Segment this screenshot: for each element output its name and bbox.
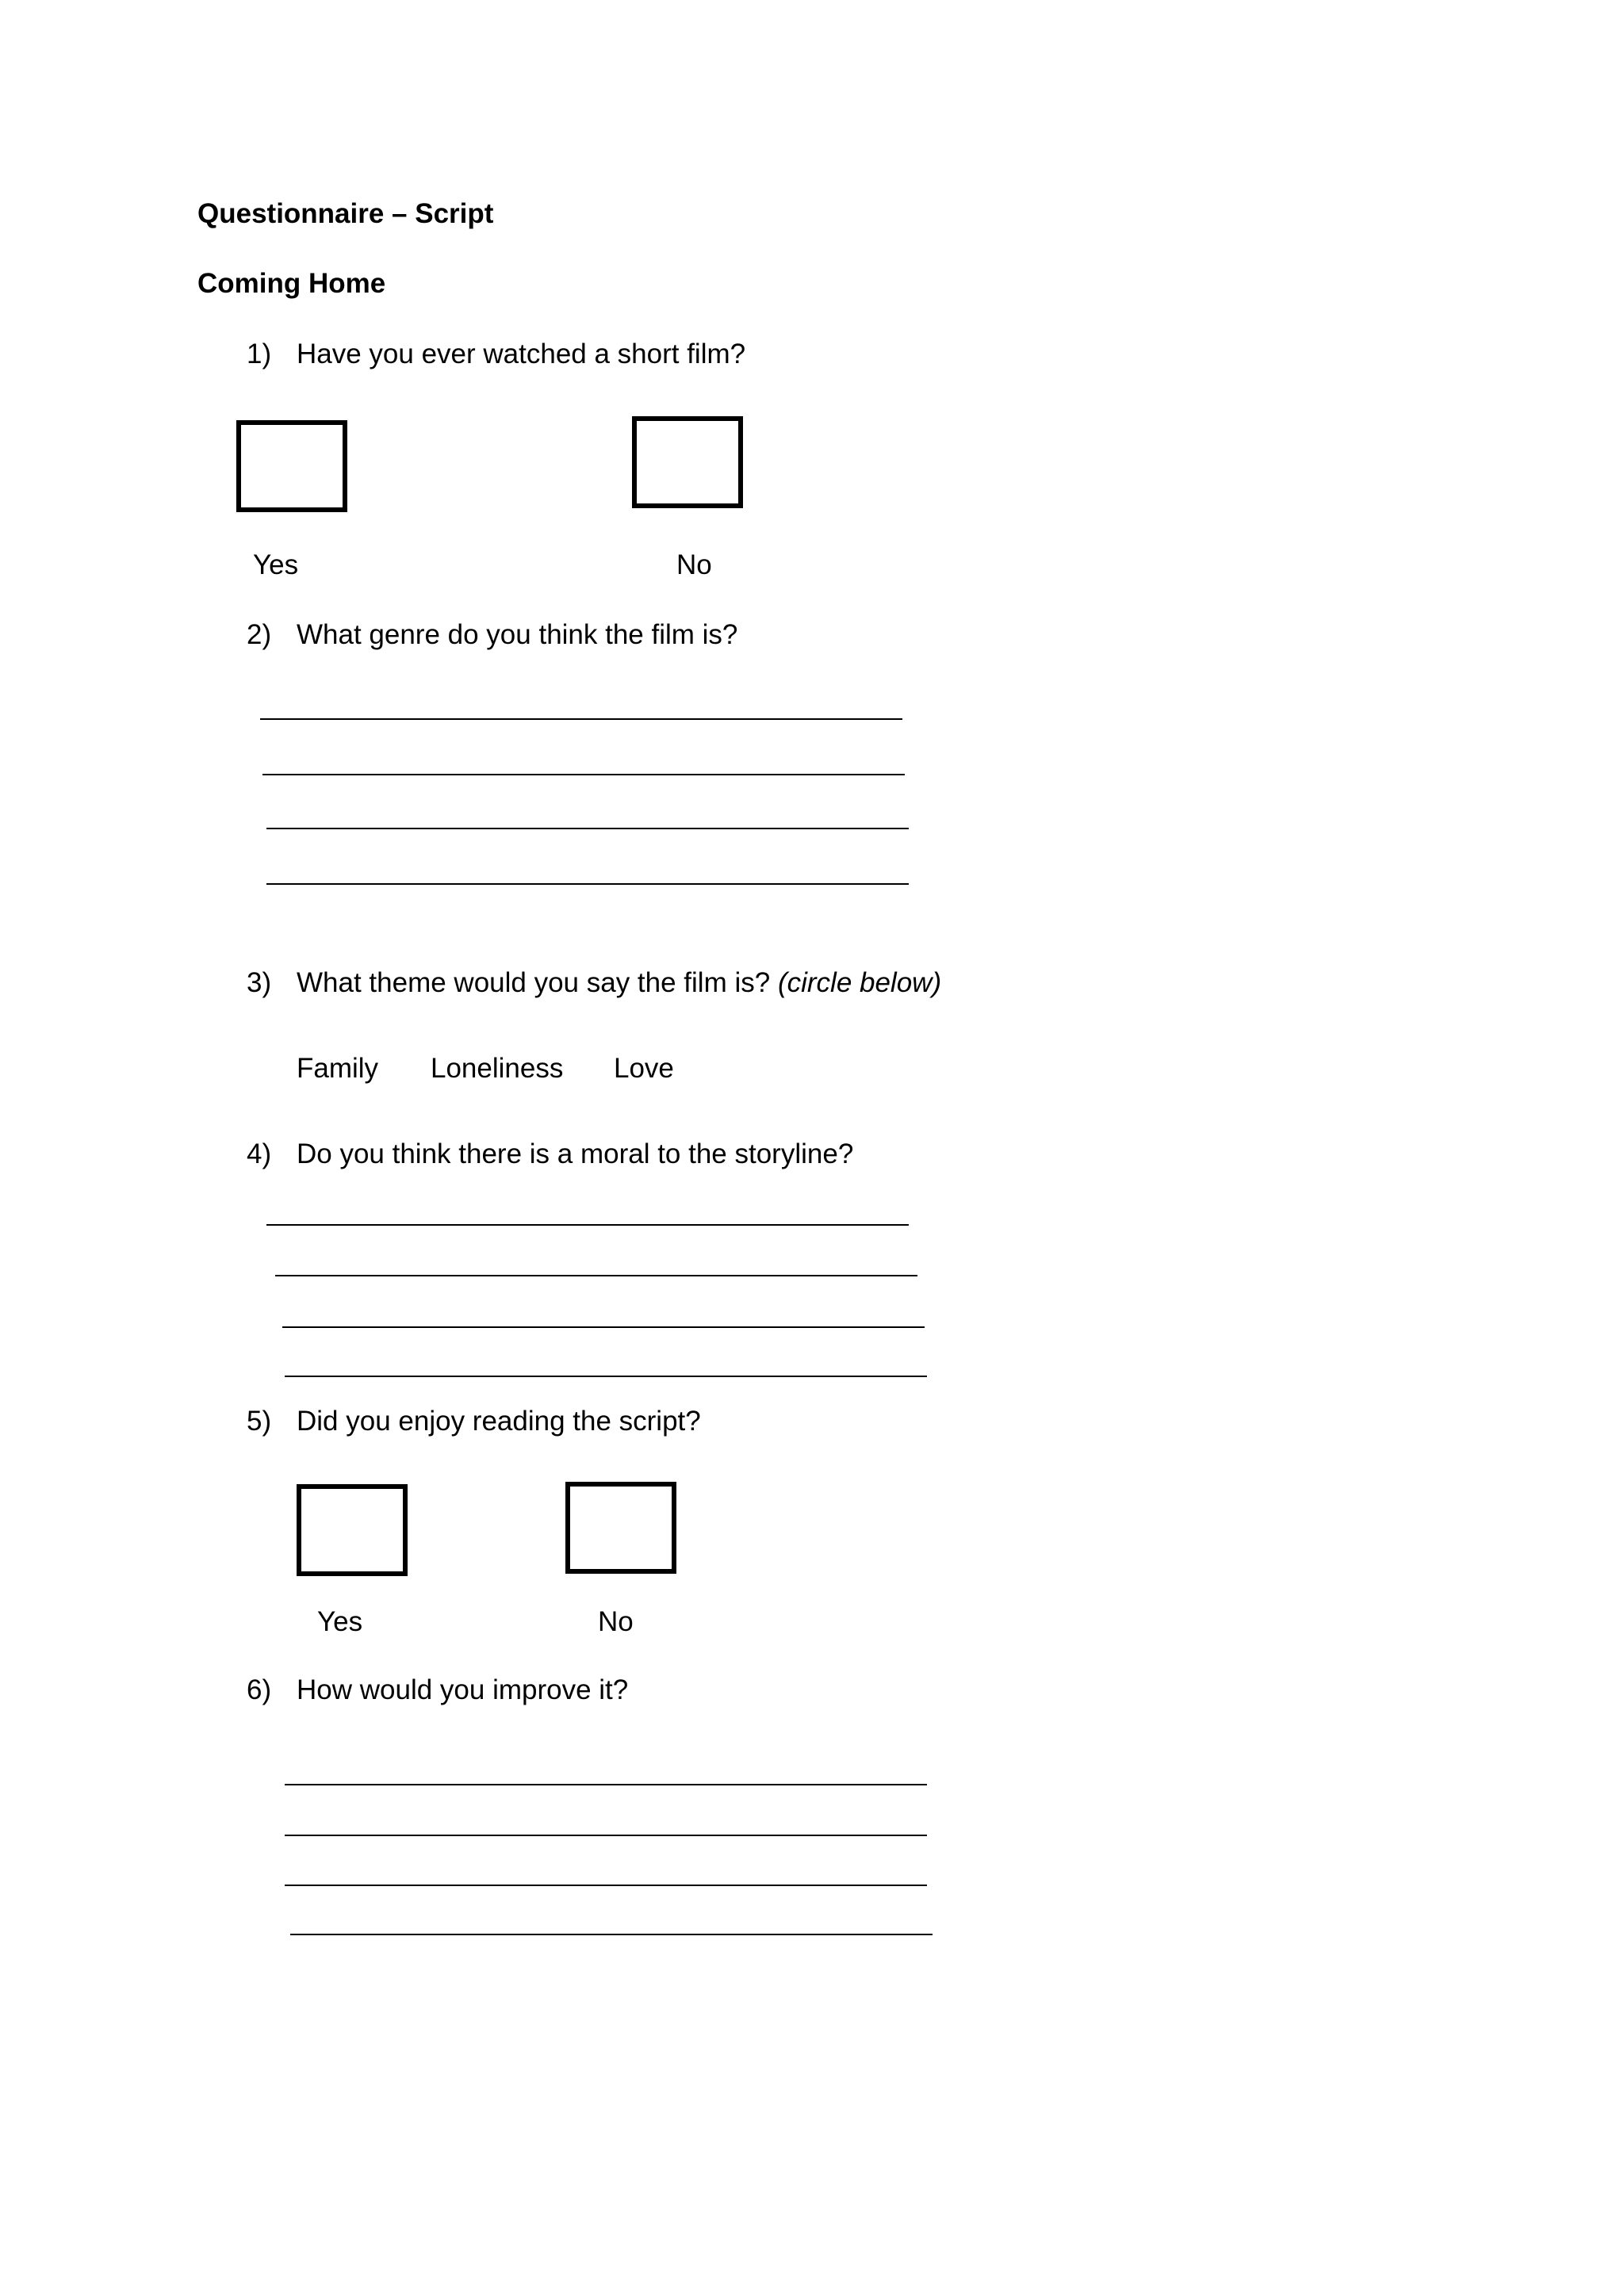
- question-5-yes-label: Yes: [317, 1606, 363, 1637]
- theme-option-family[interactable]: Family: [297, 1053, 379, 1084]
- question-3-note: (circle below): [777, 967, 942, 998]
- question-6-number: 6): [247, 1674, 272, 1705]
- question-5-number: 5): [247, 1406, 272, 1437]
- question-5-yes-checkbox[interactable]: [297, 1484, 408, 1576]
- question-4-text: Do you think there is a moral to the storyline?: [297, 1138, 854, 1169]
- question-6-answer-line-4[interactable]: [290, 1934, 933, 1935]
- question-3-text: [297, 966, 941, 1001]
- question-6-answer-line-3[interactable]: [285, 1885, 927, 1886]
- question-6-answer-line-1[interactable]: [285, 1784, 927, 1785]
- question-4-answer-line-4[interactable]: [285, 1376, 927, 1377]
- question-4-answer-line-3[interactable]: [282, 1326, 925, 1328]
- document-subtitle: Coming Home: [197, 268, 386, 299]
- question-2-number: 2): [247, 619, 272, 650]
- question-2-answer-line-4[interactable]: [266, 883, 909, 885]
- question-1-number: 1): [247, 339, 272, 369]
- question-3-number: 3): [247, 967, 272, 998]
- question-2-answer-line-2[interactable]: [262, 774, 905, 775]
- question-2-text: What genre do you think the film is?: [297, 619, 738, 650]
- question-1-text: Have you ever watched a short film?: [297, 339, 746, 369]
- document-title: Questionnaire – Script: [197, 198, 494, 229]
- question-6-answer-line-2[interactable]: [285, 1835, 927, 1836]
- question-1-no-label: No: [676, 549, 712, 580]
- question-5-no-checkbox[interactable]: [565, 1482, 676, 1574]
- theme-option-love[interactable]: Love: [614, 1053, 674, 1084]
- question-4-answer-line-2[interactable]: [275, 1275, 917, 1276]
- question-6-text: How would you improve it?: [297, 1674, 629, 1705]
- theme-option-loneliness[interactable]: Loneliness: [431, 1053, 564, 1084]
- question-1-yes-label: Yes: [253, 549, 299, 580]
- question-2-answer-line-3[interactable]: [266, 828, 909, 829]
- question-5-text: Did you enjoy reading the script?: [297, 1406, 701, 1437]
- question-1-no-checkbox[interactable]: [632, 416, 743, 508]
- question-3-main-text: What theme would you say the film is?: [297, 967, 771, 998]
- question-2-answer-line-1[interactable]: [260, 718, 902, 720]
- question-4-answer-line-1[interactable]: [266, 1224, 909, 1226]
- question-4-number: 4): [247, 1138, 272, 1169]
- question-1-yes-checkbox[interactable]: [236, 420, 347, 512]
- question-5-no-label: No: [598, 1606, 634, 1637]
